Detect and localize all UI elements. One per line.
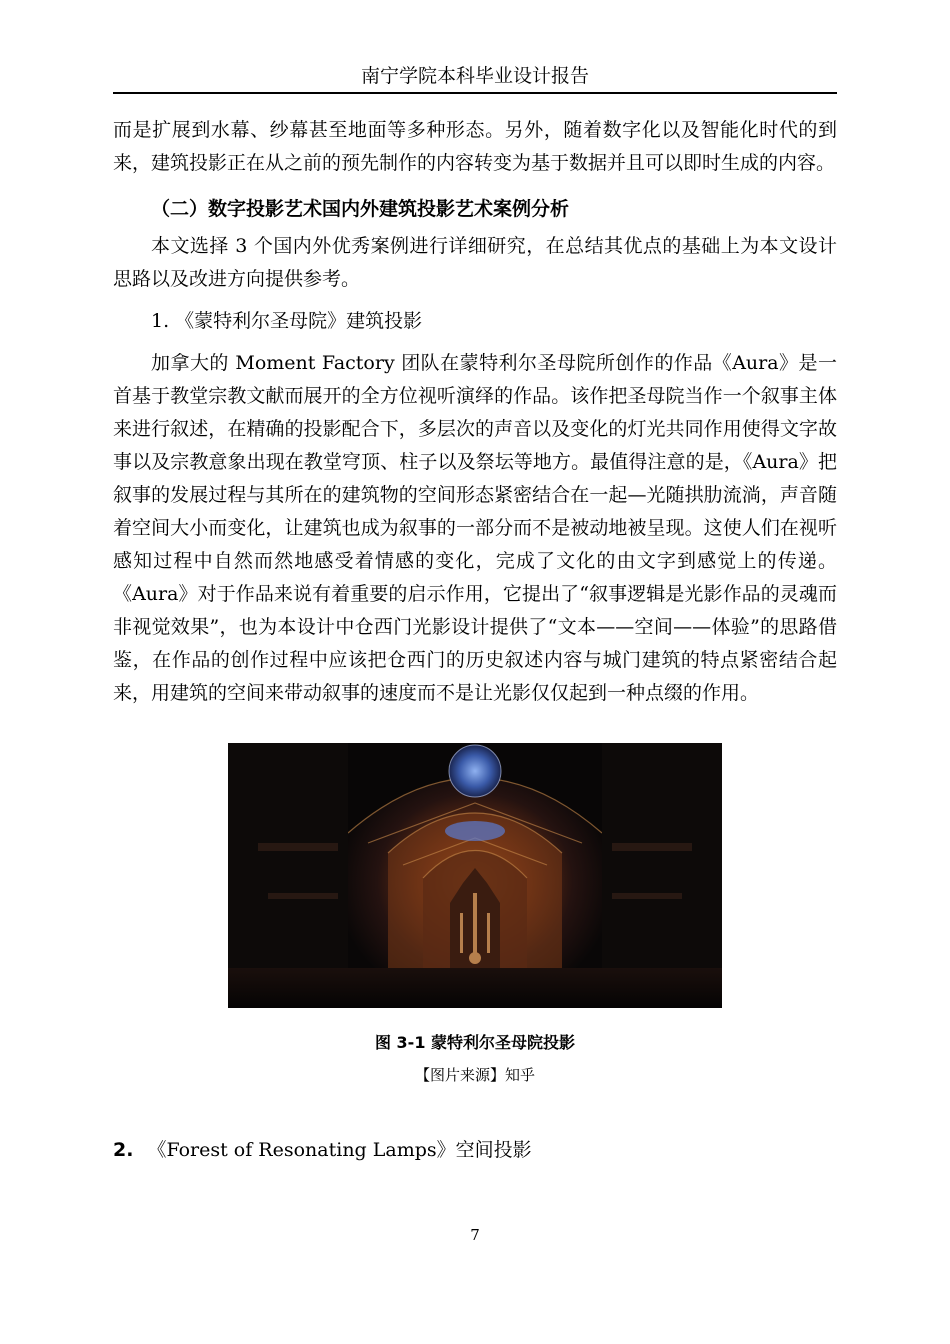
- section-heading: （二）数字投影艺术国内外建筑投影艺术案例分析: [151, 198, 570, 220]
- cathedral-projection-photo: [228, 743, 722, 1008]
- figure-caption: 图 3-1 蒙特利尔圣母院投影: [374, 1033, 576, 1052]
- case-2-number: 2.: [113, 1139, 134, 1161]
- figure-source: 【图片来源】知乎: [414, 1066, 535, 1084]
- paragraph-case-intro: 本文选择 3 个国内外优秀案例进行详细研究，在总结其优点的基础上为本文设计思路以及改进方向提供参考。: [113, 235, 837, 290]
- case-2-text: 《Forest of Resonating Lamps》空间投影: [147, 1139, 532, 1161]
- page-number: 7: [470, 1226, 480, 1244]
- page-header: 南宁学院本科毕业设计报告: [360, 65, 589, 87]
- paragraph-aura-analysis: 加拿大的 Moment Factory 团队在蒙特利尔圣母院所创作的作品《Aura》是一首基于教堂宗教文献而展开的全方位视听演绎的作品。该作把圣母院当作一个叙事主体来进行叙述，在精确的投影配合下，多层次的声音以及变化的灯光共同作用使得文字故事以及宗教意象出现在教堂穹顶、柱子以及祭坛等地方。最值得注意的是，《Aura》把叙事的发展过程与其所在的建筑物的空间形态紧密结合在一起—光随拱肋流淌，声音随着空间大小而变化，让建筑也成为叙事的一部分而不是被动地被呈现。这使人们在视听感知过程中自然而然地感受着情感的变化，完成了文化的由文字到感觉上的传递。《Aura》对于作品来说有着重要的启示作用，它提出了“叙事逻辑是光影作品的灵魂而非视觉效果”，也为本设计中仓西门光影设计提供了“文本——空间——体验”的思路借鉴，在作品的创作过程中应该把仓西门的历史叙述内容与城门建筑的特点紧密结合起来，用建筑的空间来带动叙事的速度而不是让光影仅仅起到一种点缀的作用。: [113, 352, 837, 704]
- case-2-title: [113, 1136, 532, 1164]
- case-1-title: 1. 《蒙特利尔圣母院》建筑投影: [151, 310, 423, 332]
- paragraph-intro-continued: 而是扩展到水幕、纱幕甚至地面等多种形态。另外，随着数字化以及智能化时代的到来，建筑投影正在从之前的预先制作的内容转变为基于数据并且可以即时生成的内容。: [113, 119, 837, 174]
- header-divider: [113, 92, 837, 94]
- page-body: [113, 114, 837, 710]
